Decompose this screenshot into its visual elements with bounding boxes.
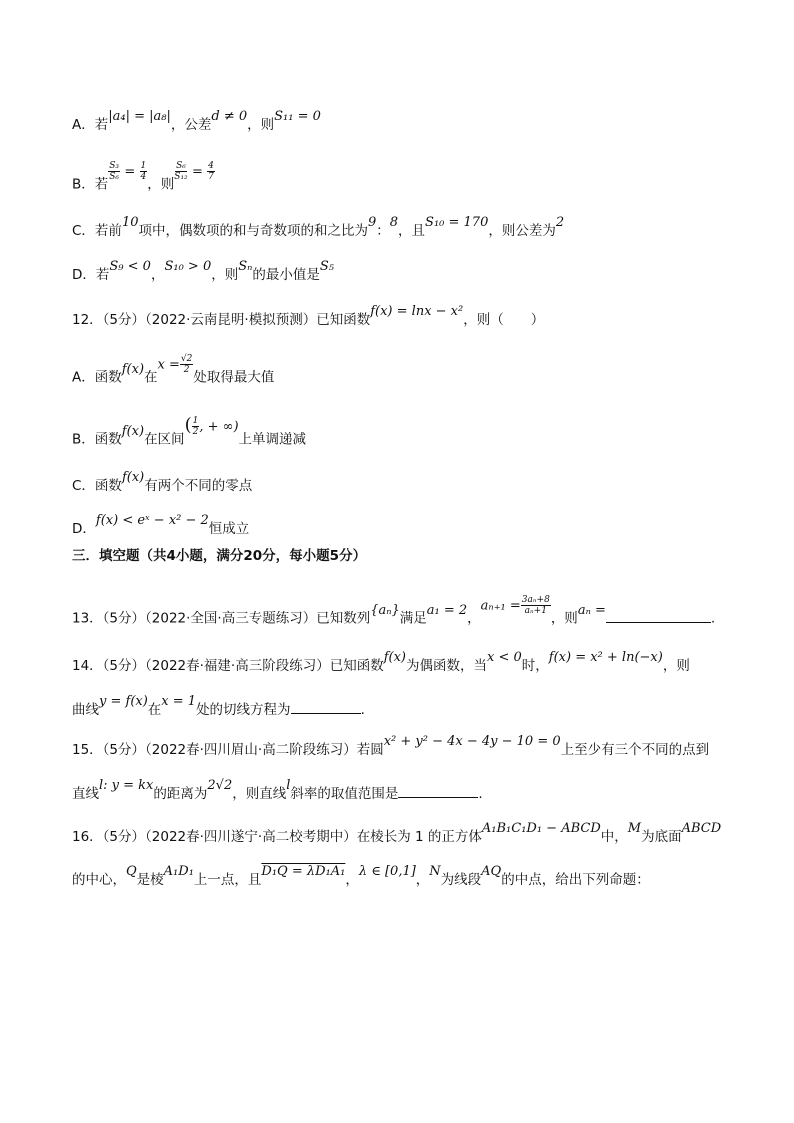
fraction: $\frac{4}{7}$ <box>208 161 214 182</box>
math: A₁B₁C₁D₁ − ABCD <box>481 821 601 836</box>
fraction: $\frac{1}{2}$ <box>192 416 199 437</box>
option-label: C．函数 <box>72 478 122 494</box>
text: ，则 <box>247 117 275 133</box>
option-label: D． <box>72 521 96 537</box>
answer-blank[interactable] <box>606 610 711 623</box>
option-label: A．若 <box>72 117 109 133</box>
fraction: $\frac{\text{S₃}}{\text{S₆}}$ <box>109 161 120 182</box>
text: 在区间 <box>144 431 185 448</box>
math: d ≠ 0 <box>211 109 248 124</box>
option-label: C．若前 <box>72 223 122 239</box>
text: ，则 <box>662 658 690 674</box>
math: f(x) <box>121 361 145 377</box>
math: 2√2 <box>207 778 233 793</box>
math: f(x) <box>383 650 407 665</box>
text: 是棱 <box>136 872 164 888</box>
math: |a₄| = |a₈| <box>108 109 171 124</box>
math: S₅ <box>319 259 335 274</box>
text: ，公差 <box>170 117 212 133</box>
text: 的中点，给出下列命题： <box>501 872 650 888</box>
text: 15．（5分）（2022春·四川眉山·高二阶段练习）若圆 <box>72 742 384 758</box>
text: ，则（ ） <box>463 312 545 328</box>
math: x = 1 <box>161 694 197 709</box>
math: f(x) <box>121 423 145 439</box>
math: l: y = kx <box>99 778 154 793</box>
q13: 13．（5分）（2022·全国·高三专题练习）已知数列{aₙ}满足a₁ = 2，aₙ₊₁ = $\frac{\text{3aₙ+8}}{\text{aₙ+1}}$ ，则aₙ =. <box>72 595 716 627</box>
text: 上一点，且 <box>193 872 262 888</box>
math: 9 <box>367 215 377 230</box>
q12-option-c <box>72 470 253 496</box>
math: M <box>627 821 642 836</box>
text: ，则 <box>550 610 578 627</box>
q12-option-a: A．函数f(x)在x = $\frac{√2}{2}$ 处取得最大值 <box>72 354 275 386</box>
answer-blank[interactable] <box>291 701 361 714</box>
math: l <box>286 778 291 793</box>
math: {aₙ} <box>370 602 400 618</box>
text: 时， <box>521 658 549 674</box>
q12-option-b: B．函数f(x)在区间( $\frac{1}{2}$ , + ∞)上单调递减 <box>72 414 307 448</box>
math: S₁₀ > 0 <box>164 259 212 274</box>
math: 10 <box>121 215 139 230</box>
math: f(x) < eˣ − x² − 2 <box>95 513 209 528</box>
text: 的中心， <box>72 872 126 888</box>
math: A₁D₁ <box>163 864 194 879</box>
q16-line-2 <box>72 864 650 890</box>
q14-line-2: 曲线y = f(x)在x = 1处的切线方程为 . <box>72 694 365 718</box>
math: Sₙ <box>238 259 253 274</box>
fraction: $\frac{\text{3aₙ+8}}{\text{aₙ+1}}$ <box>521 595 550 616</box>
math: ABCD <box>681 821 722 836</box>
text: ，且 <box>398 223 426 239</box>
fraction: $\frac{√2}{2}$ <box>180 354 193 375</box>
q11-option-c <box>72 215 565 241</box>
text: 14．（5分）（2022春·福建·高三阶段练习）已知函数 <box>72 658 384 674</box>
text: 在 <box>144 369 158 386</box>
fraction: $\frac{\text{S₆}}{\text{S₁₂}}$ <box>174 161 188 182</box>
text: 为线段 <box>440 872 482 888</box>
text: 为底面 <box>641 829 682 845</box>
math: x < 0 <box>487 650 522 665</box>
text: 的最小值是 <box>252 267 320 283</box>
q11-option-b: B．若 $\frac{\text{S₃}}{\text{S₆}}$ = $\frac{1}{4}$ ，则 $\frac{\text{S₆}}{\text{S₁₂}}$ = $\frac{4}{7}$ <box>72 161 214 193</box>
text: 项中，偶数项的和与奇数项的和之比为 <box>138 223 368 239</box>
text: 16．（5分）（2022春·四川遂宁·高二校考期中）在棱长为 1 的正方体 <box>72 829 482 845</box>
q11-option-d <box>72 259 335 285</box>
text: 在 <box>147 702 162 718</box>
text: ： <box>376 223 390 239</box>
text: ，则公差为 <box>488 223 556 239</box>
text: 满足 <box>399 610 427 627</box>
math: aₙ = <box>577 602 606 618</box>
option-label: D．若 <box>72 267 110 283</box>
q11-option-a <box>72 109 321 135</box>
text: 12．（5分）（2022·云南昆明·模拟预测）已知函数 <box>72 312 371 328</box>
option-label: A．函数 <box>72 369 122 386</box>
text: 13．（5分）（2022·全国·高三专题练习）已知数列 <box>72 610 371 627</box>
math: D₁Q = λD₁A₁ <box>261 864 346 879</box>
text: ， <box>345 872 359 888</box>
text: 为偶函数，当 <box>406 658 488 674</box>
fraction: $\frac{1}{4}$ <box>140 161 147 182</box>
math: S₁₀ = 170 <box>425 215 489 230</box>
text: ，则 <box>147 176 175 193</box>
q16-line-1 <box>72 821 722 847</box>
section-heading: 三．填空题（共4小题，满分20分，每小题5分） <box>72 548 367 564</box>
text: 直线 <box>72 786 99 802</box>
q12-stem <box>72 304 545 330</box>
text: ，则 <box>211 267 239 283</box>
text: ， <box>415 872 430 888</box>
math: 8 <box>389 215 399 230</box>
text: 的距离为 <box>153 786 208 802</box>
text: 恒成立 <box>208 521 250 537</box>
math: N <box>429 864 441 879</box>
text: 曲线 <box>72 702 99 718</box>
q12-option-d <box>72 513 250 539</box>
text: ， <box>467 610 481 627</box>
text: ，则直线 <box>232 786 287 802</box>
text: 处的切线方程为 <box>196 702 291 718</box>
option-label: B．若 <box>72 176 109 193</box>
math: λ ∈ [0,1] <box>358 864 416 879</box>
q15-line-1 <box>72 734 710 760</box>
text: 中， <box>600 829 628 845</box>
text: 斜率的取值范围是 <box>290 786 399 802</box>
option-label: B．函数 <box>72 431 122 448</box>
math: f(x) = lnx − x² <box>370 304 464 319</box>
math: AQ <box>481 864 502 879</box>
math: S₁₁ = 0 <box>274 109 321 124</box>
text: 上单调递减 <box>238 431 307 448</box>
math: 2 <box>555 215 565 230</box>
math: y = f(x) <box>99 694 148 709</box>
text: ， <box>150 267 165 283</box>
answer-blank[interactable] <box>398 785 478 798</box>
math: x² + y² − 4x − 4y − 10 = 0 <box>383 734 561 749</box>
math: f(x) <box>121 470 145 485</box>
math: S₉ < 0 <box>109 259 151 274</box>
math: Q <box>126 864 137 879</box>
text: 上至少有三个不同的点到 <box>560 742 710 758</box>
text: 处取得最大值 <box>193 369 275 386</box>
math: a₁ = 2 <box>426 602 468 618</box>
q15-line-2: 直线l: y = kx的距离为2√2，则直线l斜率的取值范围是 . <box>72 778 483 802</box>
math: f(x) = x² + ln(−x) <box>548 650 663 665</box>
text: 有两个不同的零点 <box>144 478 253 494</box>
q14-line-1 <box>72 650 690 676</box>
